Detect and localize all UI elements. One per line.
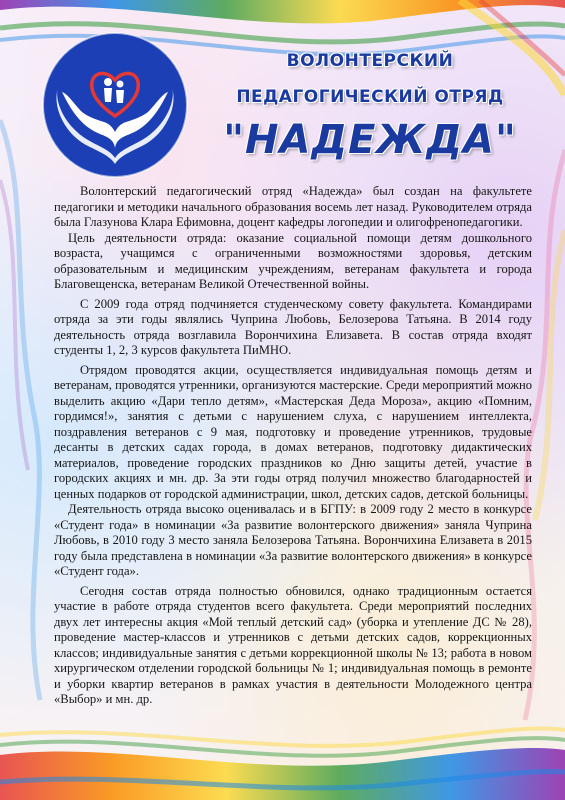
paragraph-leadership: С 2009 года отряд подчиняется студенческому совету факультета. Командирами отряда за эти годы являлись Чуприна Любовь, Белозерова Татьяна. В 2014 году деятельность отряда возглавила Ворончихина Елизавета. В состав отряда входят студенты 1, 2, 3 курсов факультета ПиМНО. xyxy=(54,296,532,357)
title-name: "НАДЕЖДА" xyxy=(223,117,517,163)
paragraph-history: Волонтерский педагогический отряд «Надежда» был создан на факультете педагогики и методики начального образования восемь лет назад. Руководителем отряда была Глазунова Клара Ефимовна, доцент кафедры логопедии и олигофренопедагогики. xyxy=(54,184,532,229)
logo xyxy=(40,30,190,180)
title-block xyxy=(210,50,530,162)
paragraph-awards: Деятельность отряда высоко оценивалась и в БГПУ: в 2009 году 2 место в конкурсе «Студент года» в номинации «За развитие волонтерского движения» заняла Чуприна Любовь, в 2010 году 3 место заняла Белозерова Татьяна. Ворончихина Елизавета в 2015 году была представлена в номинации «За развитие волонтерского движения» в конкурсе «Студент года». xyxy=(54,502,532,578)
rainbow-swirl-bottom xyxy=(0,710,565,800)
paragraph-activities: Отрядом проводятся акции, осуществляется индивидуальная помощь детям и ветеранам, проводятся утренники, организуются мастерские. Среди мероприятий можно выделить акцию «Дари тепло детям», «Мастерская Деда Мороза», акцию «Помним, гордимся!», занятия с детьми с нарушением слуха, с нарушением интеллекта, поздравления ветеранов с 9 мая, подготовку и проведение утренников, трудовые десанты в детских садах города, в домах ветеранов, подготовку дидактических материалов, проведение городских праздников ко Дню защиты детей, участие в городских акциях и мн. др. За эти годы отряд получил множество благодарностей и ценных подарков от городской администрации, школ, детских садов, детской больницы. xyxy=(54,362,532,501)
paragraph-goal: Цель деятельности отряда: оказание социальной помощи детям дошкольного возраста, учащимся с ограниченными возможностями здоровья, детским образовательным и медицинским учреждениям, ветеранам факультета и города Благовещенска, ветеранам Великой Отечественной войны. xyxy=(54,230,532,291)
title-line-1: ВОЛОНТЕРСКИЙ xyxy=(286,51,454,71)
article-body xyxy=(54,184,532,708)
title-line-2: ПЕДАГОГИЧЕСКИЙ ОТРЯД xyxy=(236,87,504,107)
paragraph-today: Сегодня состав отряда полностью обновился, однако традиционным остается участие в работе отряда студентов всего факультета. Среди мероприятий последних двух лет интересны акция «Мой теплый детский сад» (уборка и утепление ДС № 28), проведение мастер-классов и утренников с детьми детских садов, коррекционных классов; индивидуальные занятия с детьми коррекционной школы № 13; работа в новом хирургическом отделении городской больницы № 1; индивидуальная помощь в ремонте и уборки квартир ветеранов в рамках участия в деятельности Молодежного центра «Выбор» и мн. др. xyxy=(54,583,532,706)
